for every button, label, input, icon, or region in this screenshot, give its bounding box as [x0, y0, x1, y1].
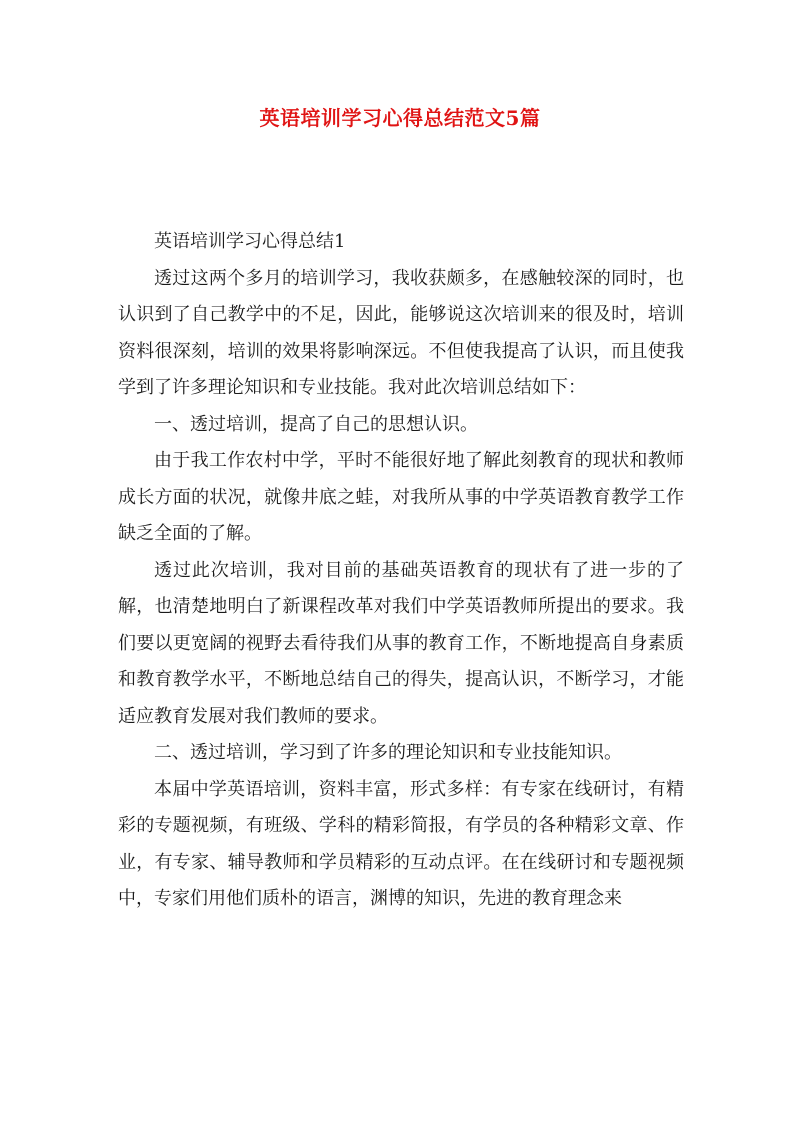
paragraph: 透过此次培训，我对目前的基础英语教育的现状有了进一步的了解，也清楚地明白了新课程改革对我们中学英语教师所提出的要求。我们要以更宽阔的视野去看待我们从事的教育工作，不断地提高自身素质和教育教学水平，不断地总结自己的得失，提高认识，不断学习，才能适应教育发展对我们教师的要求。 — [118, 559, 684, 727]
paragraph: 本届中学英语培训，资料丰富，形式多样：有专家在线研讨，有精彩的专题视频，有班级、学科的精彩简报，有学员的各种精彩文章、作业，有专家、辅导教师和学员精彩的互动点评。在在线研讨和专题视频中，专家们用他们质朴的语言，渊博的知识，先进的教育理念来 — [118, 778, 684, 909]
paragraph: 透过这两个多月的培训学习，我收获颇多，在感触较深的同时，也认识到了自己教学中的不足，因此，能够说这次培训来的很及时，培训资料很深刻，培训的效果将影响深远。不但使我提高了认识，而且使我学到了许多理论知识和专业技能。我对此次培训总结如下： — [118, 267, 684, 398]
subheading: 二、透过培训，学习到了许多的理论知识和专业技能知识。 — [154, 742, 622, 763]
document-title: 英语培训学习心得总结范文5篇 — [259, 106, 541, 130]
paragraph: 由于我工作农村中学，平时不能很好地了解此刻教育的现状和教师成长方面的状况，就像井底之蛙，对我所从事的中学英语教育教学工作缺乏全面的了解。 — [118, 450, 684, 544]
document-body — [118, 224, 684, 918]
subheading: 一、透过培训，提高了自己的思想认识。 — [154, 413, 478, 435]
section-heading: 英语培训学习心得总结1 — [154, 231, 346, 252]
